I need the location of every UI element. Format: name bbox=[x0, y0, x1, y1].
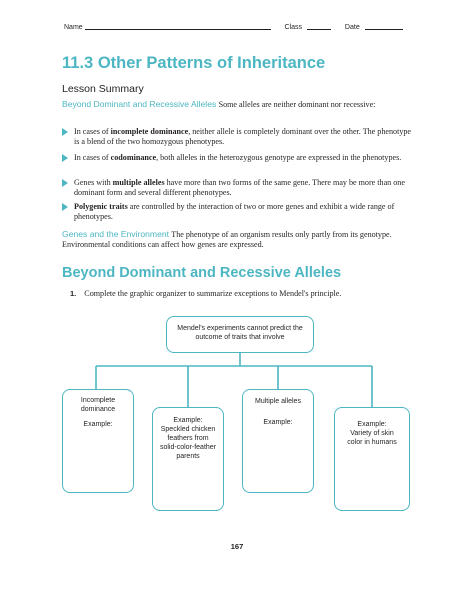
section-title-text: Other Patterns of Inheritance bbox=[97, 54, 326, 72]
bullet-incomplete-dominance: In cases of incomplete dominance, neither allele is completely dominant over the other. The phenotype is a blend of the two homozygous phenotypes. bbox=[62, 127, 414, 149]
polygenic-example-box bbox=[334, 407, 410, 511]
box4-answer: Variety of skin color in humans bbox=[347, 430, 397, 446]
section-heading: Beyond Dominant and Recessive Alleles bbox=[62, 265, 342, 281]
question-number: 1. bbox=[70, 289, 77, 298]
page-number: 167 bbox=[230, 542, 244, 551]
lesson-summary-heading: Lesson Summary bbox=[62, 83, 144, 95]
section-number: 11.3 bbox=[62, 54, 94, 72]
incomplete-dominance-box bbox=[62, 389, 134, 493]
bullet-multiple-alleles: Genes with multiple alleles have more than two forms of the same gene. There may be more than one dominant form and several different phenotypes. bbox=[62, 178, 414, 200]
box3-label: Multiple alleles bbox=[255, 398, 301, 405]
bullet-polygenic-traits: Polygenic traits are controlled by the interaction of two or more genes and exhibit a wide range of phenotypes. bbox=[62, 202, 414, 224]
box4-example[interactable]: Example: bbox=[357, 421, 387, 428]
bullet-codominance: In cases of codominance, both alleles in the heterozygous genotype are expressed in the phenotypes. bbox=[62, 153, 414, 175]
date-label: Date bbox=[344, 24, 360, 31]
box1-example[interactable]: Example: bbox=[83, 421, 113, 428]
multiple-alleles-box bbox=[242, 389, 314, 493]
box2-example[interactable]: Example: bbox=[173, 417, 203, 424]
organizer-top-box bbox=[166, 316, 314, 353]
codominance-example-box bbox=[152, 407, 224, 511]
box1-label: Incomplete dominance bbox=[80, 397, 116, 413]
name-label: Name bbox=[64, 24, 83, 31]
class-label: Class bbox=[284, 24, 303, 31]
organizer-top-text: Mendel's experiments cannot predict the outcome of traits that involve bbox=[177, 325, 303, 341]
question-text: Complete the graphic organizer to summarize exceptions to Mendel's principle. bbox=[84, 289, 342, 298]
box2-answer: Speckled chicken feathers from solid-color-feather parents bbox=[159, 426, 217, 460]
environment-body: The phenotype of an organism results only partly from its genotype. Environmental conditions can affect how genes are expressed. bbox=[62, 230, 392, 250]
box3-example[interactable]: Example: bbox=[263, 419, 293, 426]
intro-body: Some alleles are neither dominant nor recessive: bbox=[218, 100, 376, 109]
intro-heading: Beyond Dominant and Recessive Alleles bbox=[62, 99, 217, 109]
environment-heading: Genes and the Environment bbox=[62, 229, 170, 239]
